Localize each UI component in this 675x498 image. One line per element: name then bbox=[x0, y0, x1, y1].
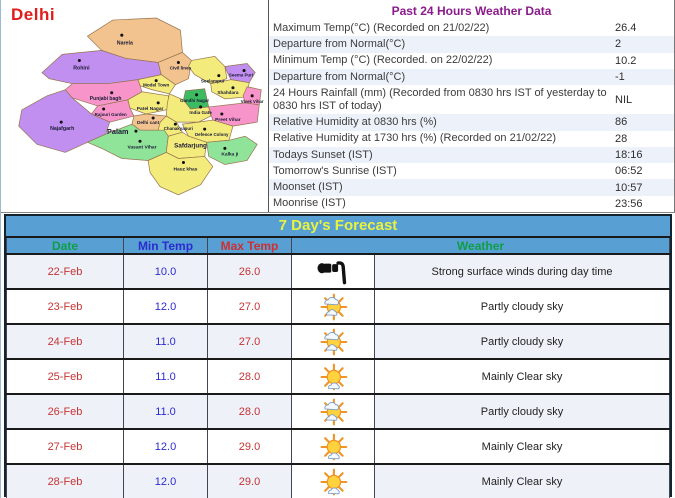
district-label: Shahdara bbox=[217, 89, 239, 95]
district-dot bbox=[138, 140, 141, 143]
district-dot bbox=[102, 107, 105, 110]
forecast-row bbox=[7, 394, 670, 429]
district-label: Punjabi bagh bbox=[89, 95, 122, 102]
district-dot bbox=[110, 91, 113, 94]
forecast-title: 7 Day's Forecast bbox=[6, 216, 670, 238]
weather-data-row bbox=[269, 114, 674, 130]
district-dot bbox=[203, 128, 206, 131]
forecast-date-cell: 26-Feb bbox=[7, 394, 124, 429]
weather-data-label: Tomorrow's Sunrise (IST) bbox=[273, 164, 397, 177]
sun-small-cloud-icon bbox=[292, 429, 375, 464]
district-label: Seelampur bbox=[200, 78, 225, 84]
sun-cloud-icon bbox=[292, 289, 375, 324]
weather-data-value: NIL bbox=[615, 93, 633, 106]
weather-data-row bbox=[269, 69, 674, 85]
district-dot bbox=[157, 101, 160, 104]
sun-small-cloud-icon bbox=[292, 464, 375, 498]
forecast-date-cell: 25-Feb bbox=[7, 359, 124, 394]
district-label: Hauz khas bbox=[173, 167, 198, 173]
forecast-row bbox=[7, 289, 670, 324]
district-label: Seema Puri bbox=[228, 72, 254, 78]
district-label: Safdarjung bbox=[174, 142, 207, 150]
weather-data-value: 18:16 bbox=[615, 149, 643, 161]
weather-data-label: Moonset (IST) bbox=[273, 181, 343, 194]
sun-small-cloud-icon bbox=[292, 359, 375, 394]
forecast-table bbox=[6, 238, 670, 498]
weather-data-label: Maximum Temp(°C) (Recorded on 21/02/22) bbox=[273, 21, 490, 34]
top-section bbox=[1, 0, 675, 213]
district-dot bbox=[199, 105, 202, 108]
district-label: Narela bbox=[116, 40, 133, 47]
forecast-weather-cell: Partly cloudy sky bbox=[375, 324, 670, 359]
forecast-max-temp-cell: 29.0 bbox=[208, 429, 292, 464]
forecast-date-cell: 23-Feb bbox=[7, 289, 124, 324]
district-dot bbox=[60, 121, 63, 124]
forecast-min-temp-cell: 11.0 bbox=[124, 394, 208, 429]
district-label: Defence Colony bbox=[194, 132, 229, 138]
district-label: Preet Vihar bbox=[215, 118, 241, 124]
district-label: Kalka ji bbox=[221, 152, 239, 158]
district-dot bbox=[78, 59, 81, 62]
forecast-rows bbox=[7, 254, 670, 498]
district-label: Palam bbox=[107, 127, 129, 137]
weather-data-label: Departure from Normal(°C) bbox=[273, 38, 406, 51]
district-dot bbox=[223, 147, 226, 150]
forecast-min-temp-cell: 12.0 bbox=[124, 289, 208, 324]
weather-data-row bbox=[269, 36, 674, 52]
district-dot bbox=[120, 34, 123, 37]
forecast-min-temp-cell: 12.0 bbox=[124, 464, 208, 498]
weather-data-label: Relative Humidity at 0830 hrs (%) bbox=[273, 116, 437, 129]
district-dot bbox=[177, 61, 180, 64]
weather-data-row bbox=[269, 20, 674, 36]
weather-data-value: 86 bbox=[615, 116, 628, 129]
forecast-max-temp-cell: 26.0 bbox=[208, 254, 292, 289]
weather-data-label: 24 Hours Rainfall (mm) (Recorded from 0830 hrs IST of yesterday to 0830 hrs IST of today) bbox=[273, 87, 607, 112]
forecast-date-cell: 28-Feb bbox=[7, 464, 124, 498]
forecast-max-temp-cell: 28.0 bbox=[208, 394, 292, 429]
forecast-weather-cell: Strong surface winds during day time bbox=[375, 254, 670, 289]
sun-cloud-icon bbox=[292, 394, 375, 429]
district-label: Najafgarh bbox=[50, 126, 75, 133]
weather-data-value: 28 bbox=[615, 132, 628, 145]
forecast-header-row bbox=[7, 238, 670, 254]
forecast-max-temp-cell: 27.0 bbox=[208, 324, 292, 359]
weather-data-row bbox=[269, 179, 674, 195]
district-label: Gandhi Nagar bbox=[180, 97, 210, 103]
delhi-map-image bbox=[15, 16, 265, 210]
forecast-row bbox=[7, 254, 670, 289]
weather-data-label: Relative Humidity at 1730 hrs (%) (Recorded on 21/02/22) bbox=[273, 132, 557, 145]
weather-data-label: Departure from Normal(°C) bbox=[273, 70, 406, 83]
forecast-weather-cell: Partly cloudy sky bbox=[375, 289, 670, 324]
district-label: India Gate bbox=[189, 110, 212, 116]
map-title: Delhi bbox=[11, 5, 56, 24]
column-header-max-temp: Max Temp bbox=[208, 238, 292, 254]
forecast-weather-cell: Mainly Clear sky bbox=[375, 464, 670, 498]
map-panel bbox=[1, 0, 268, 212]
past24-rows bbox=[269, 20, 674, 212]
forecast-min-temp-cell: 10.0 bbox=[124, 254, 208, 289]
district-label: Vivek Vihar bbox=[240, 98, 264, 104]
district-dot bbox=[220, 112, 223, 115]
weather-data-value: 2 bbox=[615, 38, 622, 51]
forecast-section bbox=[4, 214, 672, 497]
column-header-min-temp: Min Temp bbox=[124, 238, 208, 254]
weather-data-row bbox=[269, 196, 674, 212]
district-label: Model Town bbox=[142, 82, 170, 88]
forecast-row bbox=[7, 429, 670, 464]
district-label: Chanakyapuri bbox=[163, 126, 194, 132]
weather-data-label: Moonrise (IST) bbox=[273, 197, 346, 210]
forecast-weather-cell: Partly cloudy sky bbox=[375, 394, 670, 429]
forecast-row bbox=[7, 464, 670, 498]
weather-data-row bbox=[269, 147, 674, 163]
forecast-min-temp-cell: 11.0 bbox=[124, 324, 208, 359]
forecast-max-temp-cell: 29.0 bbox=[208, 464, 292, 498]
weather-data-label: Minimum Temp (°C) (Recorded. on 22/02/22) bbox=[273, 54, 493, 67]
weather-data-row bbox=[269, 163, 674, 179]
past24-title: Past 24 Hours Weather Data bbox=[391, 4, 552, 18]
weather-data-value: 26.4 bbox=[615, 22, 637, 35]
forecast-date-cell: 22-Feb bbox=[7, 254, 124, 289]
forecast-date-cell: 27-Feb bbox=[7, 429, 124, 464]
district-label: Delhi cant bbox=[137, 120, 160, 126]
weather-data-value: 23:56 bbox=[615, 197, 643, 210]
weather-data-value: 10.2 bbox=[615, 54, 637, 67]
district-label: Rajouri Garden bbox=[94, 112, 127, 118]
district-dot bbox=[243, 69, 246, 72]
windsock-icon bbox=[292, 254, 375, 289]
district-dot bbox=[217, 74, 220, 77]
forecast-max-temp-cell: 28.0 bbox=[208, 359, 292, 394]
district-dot bbox=[251, 94, 254, 97]
forecast-weather-cell: Mainly Clear sky bbox=[375, 359, 670, 394]
district-dot bbox=[182, 161, 185, 164]
forecast-max-temp-cell: 27.0 bbox=[208, 289, 292, 324]
district-dot bbox=[155, 79, 158, 82]
weather-data-label: Todays Sunset (IST) bbox=[273, 148, 373, 161]
past24-table bbox=[268, 0, 675, 212]
column-header-weather: Weather bbox=[292, 238, 670, 254]
weather-data-value: -1 bbox=[615, 70, 625, 83]
district-dot bbox=[195, 93, 198, 96]
forecast-row bbox=[7, 359, 670, 394]
district-label: Civil lines bbox=[169, 65, 192, 71]
district-label: Patel Nagar bbox=[136, 106, 164, 112]
weather-data-row bbox=[269, 53, 674, 69]
district-label: Vasant Vihar bbox=[127, 145, 157, 151]
forecast-min-temp-cell: 12.0 bbox=[124, 429, 208, 464]
forecast-min-temp-cell: 11.0 bbox=[124, 359, 208, 394]
forecast-date-cell: 24-Feb bbox=[7, 324, 124, 359]
column-header-date: Date bbox=[7, 238, 124, 254]
forecast-row bbox=[7, 324, 670, 359]
district-label: Rohini bbox=[73, 65, 90, 72]
district-dot bbox=[134, 130, 137, 133]
weather-data-value: 10:57 bbox=[615, 181, 643, 194]
forecast-weather-cell: Mainly Clear sky bbox=[375, 429, 670, 464]
weather-data-row bbox=[269, 131, 674, 147]
map-district-hauz-khas bbox=[148, 152, 213, 194]
sun-cloud-icon bbox=[292, 324, 375, 359]
weather-data-value: 06:52 bbox=[615, 165, 643, 178]
weather-data-row bbox=[269, 85, 674, 114]
